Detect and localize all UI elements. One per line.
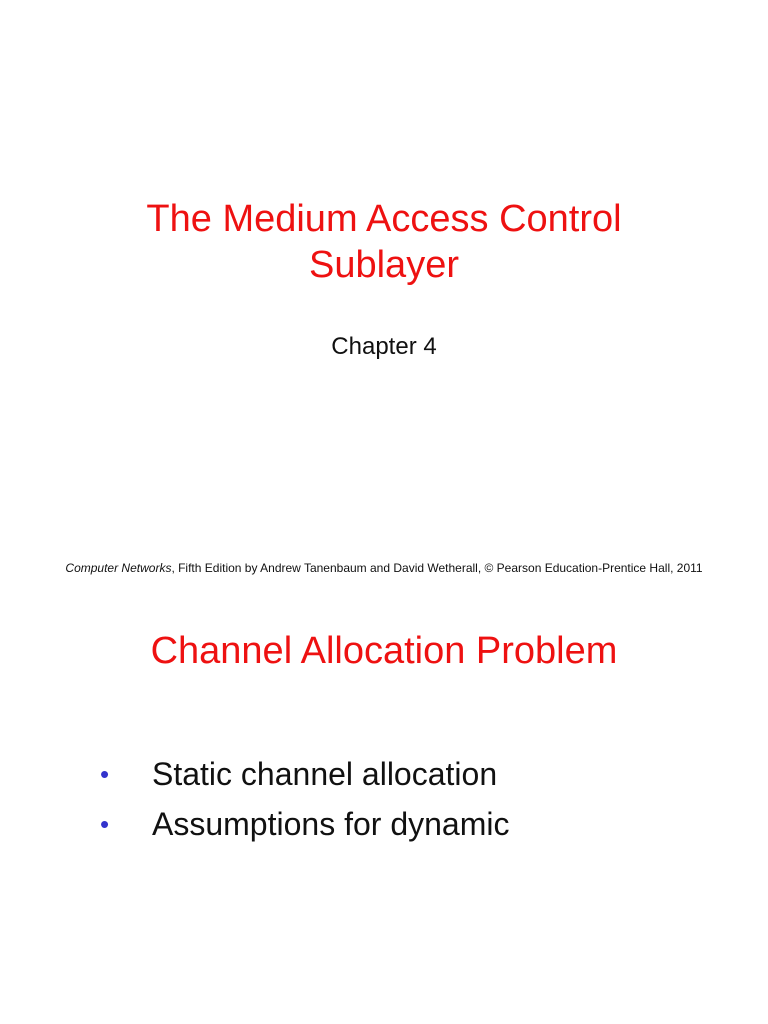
content-slide: [0, 576, 768, 1024]
copyright-footer: [0, 560, 768, 576]
chapter-subtitle: Chapter 4: [331, 333, 437, 360]
slide-title: Channel Allocation Problem: [150, 630, 618, 672]
footer-text: , Fifth Edition by Andrew Tanenbaum and David Wetherall, © Pearson Education-Prentice Hall, 2011: [171, 561, 703, 575]
bullet-icon: •: [100, 809, 110, 839]
bullet-text: Assumptions for dynamic: [152, 806, 510, 842]
book-title: Computer Networks: [65, 561, 172, 575]
slide-title-line-2: Sublayer: [309, 244, 459, 286]
slide-title: [0, 196, 768, 288]
bullet-icon: •: [100, 759, 110, 789]
bullet-text: Static channel allocation: [152, 756, 498, 792]
slide-title-line-1: The Medium Access Control: [146, 198, 622, 240]
